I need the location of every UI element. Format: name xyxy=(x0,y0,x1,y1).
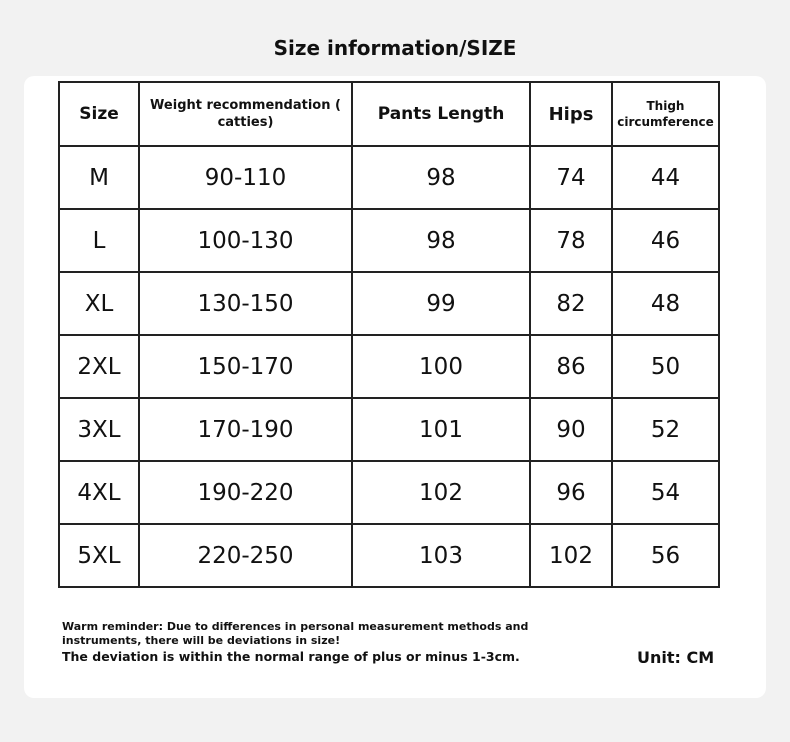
cell-thigh: 46 xyxy=(612,209,719,272)
cell-size: 5XL xyxy=(59,524,139,587)
reminder-line-2: The deviation is within the normal range of plus or minus 1-3cm. xyxy=(62,649,520,664)
cell-length: 102 xyxy=(352,461,530,524)
cell-thigh: 48 xyxy=(612,272,719,335)
table-row xyxy=(59,335,719,398)
cell-hips: 90 xyxy=(530,398,612,461)
cell-hips: 86 xyxy=(530,335,612,398)
table-row xyxy=(59,146,719,209)
cell-hips: 78 xyxy=(530,209,612,272)
size-table xyxy=(58,81,720,588)
cell-length: 98 xyxy=(352,209,530,272)
header-size: Size xyxy=(59,82,139,146)
cell-hips: 74 xyxy=(530,146,612,209)
table-row xyxy=(59,524,719,587)
cell-thigh: 54 xyxy=(612,461,719,524)
table-row xyxy=(59,209,719,272)
header-weight: Weight recommendation ( catties) xyxy=(139,82,352,146)
cell-hips: 102 xyxy=(530,524,612,587)
cell-weight: 220-250 xyxy=(139,524,352,587)
cell-size: 4XL xyxy=(59,461,139,524)
cell-size: M xyxy=(59,146,139,209)
cell-thigh: 52 xyxy=(612,398,719,461)
reminder-line-1: Warm reminder: Due to differences in personal measurement methods and instruments, there will be deviations in size! xyxy=(62,620,529,647)
header-pants-length: Pants Length xyxy=(352,82,530,146)
cell-weight: 170-190 xyxy=(139,398,352,461)
cell-size: 2XL xyxy=(59,335,139,398)
cell-length: 103 xyxy=(352,524,530,587)
cell-length: 99 xyxy=(352,272,530,335)
cell-weight: 190-220 xyxy=(139,461,352,524)
header-hips: Hips xyxy=(530,82,612,146)
cell-hips: 96 xyxy=(530,461,612,524)
warm-reminder xyxy=(62,620,602,664)
cell-thigh: 44 xyxy=(612,146,719,209)
page-title: Size information/SIZE xyxy=(273,36,517,60)
cell-weight: 100-130 xyxy=(139,209,352,272)
cell-thigh: 50 xyxy=(612,335,719,398)
cell-size: 3XL xyxy=(59,398,139,461)
cell-weight: 130-150 xyxy=(139,272,352,335)
table-row xyxy=(59,398,719,461)
header-thigh: Thigh circumference xyxy=(612,82,719,146)
table-row xyxy=(59,461,719,524)
cell-length: 101 xyxy=(352,398,530,461)
cell-thigh: 56 xyxy=(612,524,719,587)
cell-weight: 90-110 xyxy=(139,146,352,209)
cell-length: 98 xyxy=(352,146,530,209)
cell-size: L xyxy=(59,209,139,272)
cell-size: XL xyxy=(59,272,139,335)
cell-hips: 82 xyxy=(530,272,612,335)
cell-length: 100 xyxy=(352,335,530,398)
table-row xyxy=(59,272,719,335)
table-header-row xyxy=(59,82,719,146)
cell-weight: 150-170 xyxy=(139,335,352,398)
unit-label: Unit: CM xyxy=(637,648,715,667)
